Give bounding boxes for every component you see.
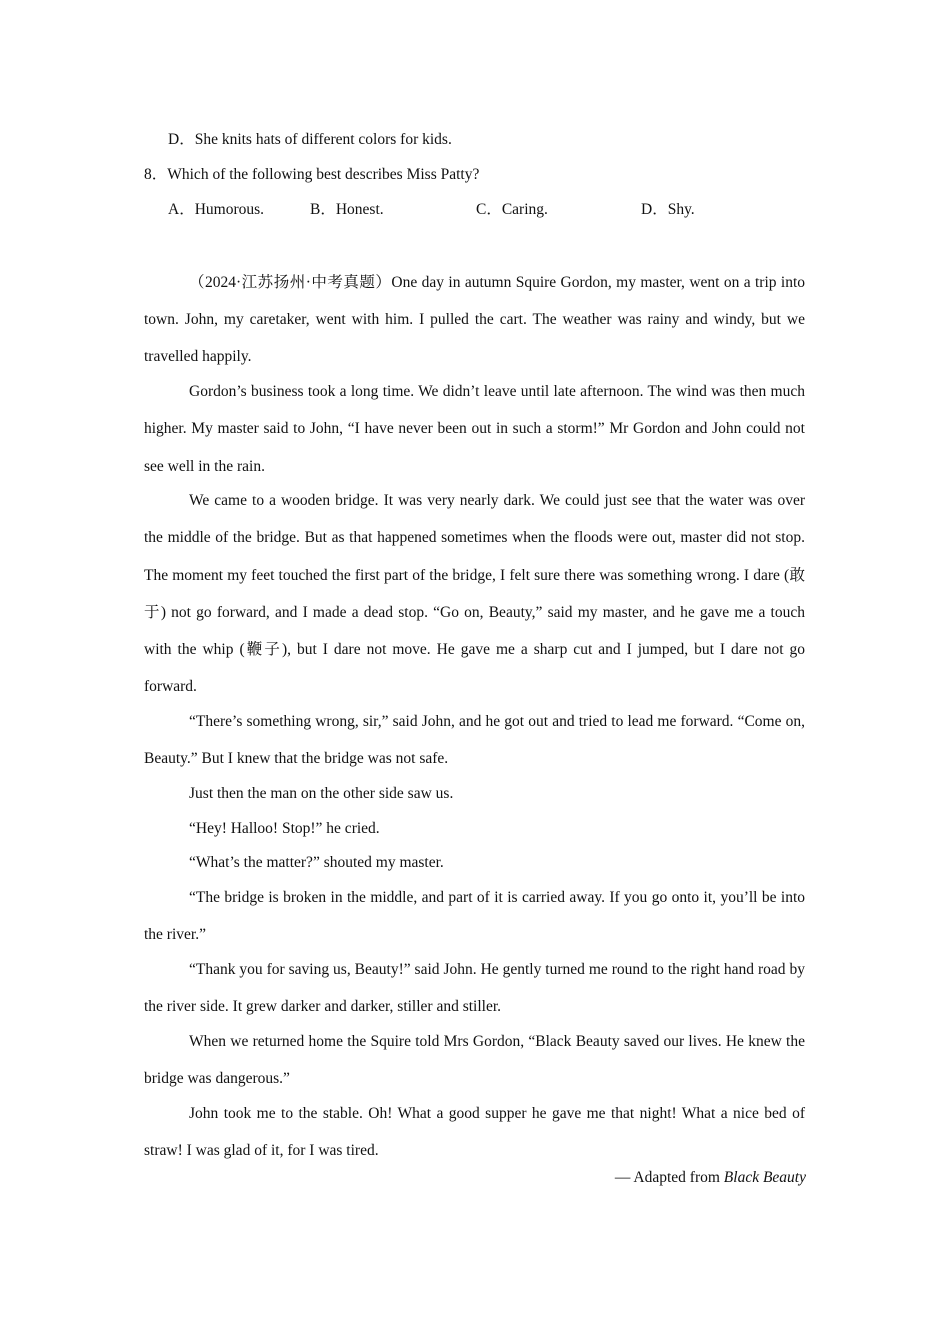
option-b: B．Honest.	[310, 201, 384, 218]
passage-paragraph: We came to a wooden bridge. It was very nearly dark. We could just see that the water was over the middle of the bridge. But as that happened sometimes when the floods were out, master did not stop. The moment my feet touched the first part of the bridge, I felt sure there was something wrong. I dare (敢于) not go forward, and I made a dead stop. “Go on, Beauty,” said my master, and he gave me a touch with the whip (鞭子), but I dare not move. He gave me a sharp cut and I jumped, but I dare not go forward.	[144, 492, 805, 696]
passage-paragraph: When we returned home the Squire told Mrs Gordon, “Black Beauty saved our lives. He knew the bridge was dangerous.”	[144, 1032, 805, 1087]
question-7-option-d: D．She knits hats of different colors for kids.	[168, 131, 452, 148]
passage-paragraph: John took me to the stable. Oh! What a good supper he gave me that night! What a nice bed of straw! I was glad of it, for I was tired.	[144, 1104, 805, 1159]
passage-source	[615, 1169, 806, 1187]
reading-passage	[144, 264, 805, 1167]
question-8-stem: 8．Which of the following best describes Miss Patty?	[144, 166, 480, 183]
option-a: A．Humorous.	[168, 201, 265, 218]
passage-paragraph: “Thank you for saving us, Beauty!” said John. He gently turned me round to the right hand road by the river side. It grew darker and darker, stiller and stiller.	[144, 960, 805, 1016]
passage-paragraph: （2024·江苏扬州·中考真题）One day in autumn Squire Gordon, my master, went on a trip into town. John, my caretaker, went with him. I pulled the cart. The weather was rainy and windy, but we travelled happily.	[144, 274, 805, 366]
passage-paragraph: “What’s the matter?” shouted my master.	[189, 854, 444, 872]
passage-paragraph: Just then the man on the other side saw us.	[189, 784, 454, 802]
source-prefix: — Adapted from	[614, 1169, 724, 1186]
source-title: Black Beauty	[723, 1169, 806, 1186]
option-c: C．Caring.	[476, 201, 548, 218]
passage-paragraph: “There’s something wrong, sir,” said John, and he got out and tried to lead me forward. “Come on, Beauty.” But I knew that the bridge was not safe.	[144, 712, 805, 768]
question-8-options	[144, 197, 806, 221]
passage-paragraph: “Hey! Halloo! Stop!” he cried.	[189, 819, 380, 837]
passage-paragraph: Gordon’s business took a long time. We didn’t leave until late afternoon. The wind was then much higher. My master said to John, “I have never been out in such a storm!” Mr Gordon and John could not see well in the rain.	[144, 383, 805, 475]
passage-paragraph: “The bridge is broken in the middle, and part of it is carried away. If you go onto it, you’ll be into the river.”	[144, 888, 805, 944]
option-d: D．Shy.	[641, 201, 695, 218]
